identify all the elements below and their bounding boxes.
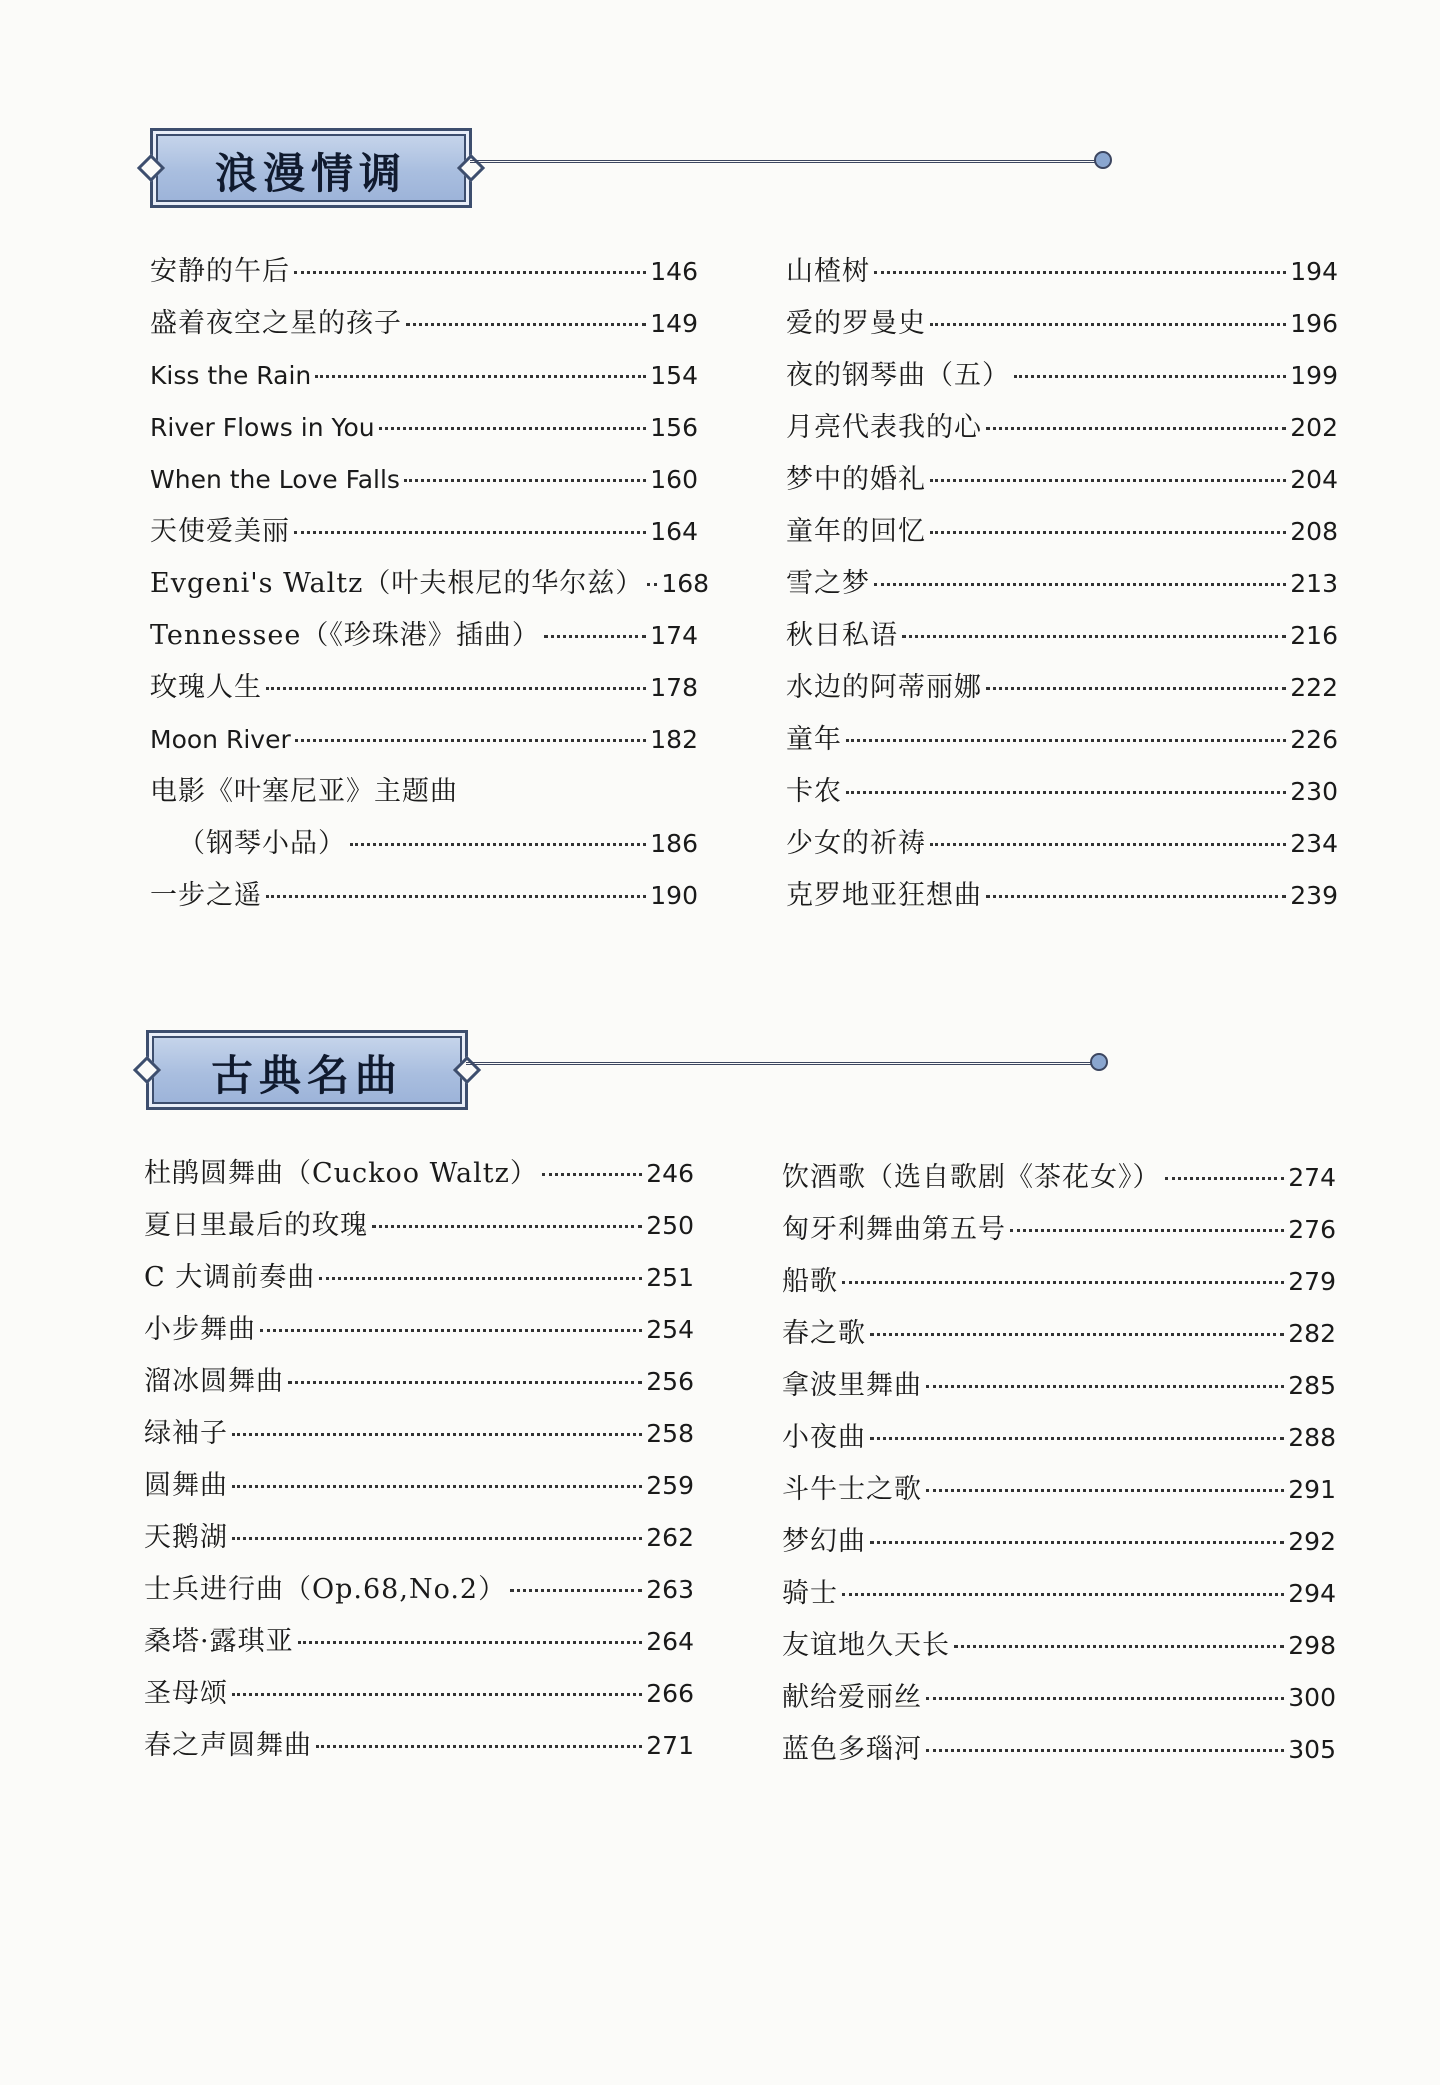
toc-entry [150, 350, 698, 402]
toc-entry [144, 1356, 694, 1408]
entry-title: 梦幻曲 [782, 1526, 866, 1557]
entry-page-number: 271 [646, 1731, 694, 1760]
toc-column-left [144, 1148, 694, 1772]
entry-title: 士兵进行曲（Op.68,No.2） [144, 1574, 507, 1605]
entry-title: 盛着夜空之星的孩子 [150, 308, 402, 339]
toc-entry [786, 714, 1338, 766]
entry-title: Evgeni's Waltz（叶夫根尼的华尔兹） [150, 568, 644, 599]
entry-title: 爱的罗曼史 [786, 308, 926, 339]
entry-title: 拿波里舞曲 [782, 1370, 922, 1401]
entry-title: 秋日私语 [786, 620, 898, 651]
toc-entry [144, 1564, 694, 1616]
toc-entry [144, 1304, 694, 1356]
entry-title: 船歌 [782, 1266, 838, 1297]
entry-title: 一步之遥 [150, 880, 262, 911]
toc-entry [786, 454, 1338, 506]
entry-title: 卡农 [786, 776, 842, 807]
toc-entry [150, 610, 698, 662]
entry-title: 小步舞曲 [144, 1314, 256, 1345]
toc-entry [144, 1148, 694, 1200]
toc-entry [786, 818, 1338, 870]
entry-title: 天鹅湖 [144, 1522, 228, 1553]
entry-title: 圣母颂 [144, 1678, 228, 1709]
entry-page-number: 259 [646, 1471, 694, 1500]
entry-page-number: 239 [1290, 881, 1338, 910]
entry-page-number: 186 [650, 829, 698, 858]
toc-entry [144, 1408, 694, 1460]
toc-entry [144, 1668, 694, 1720]
toc-entry [150, 298, 698, 350]
dot-leader [1014, 375, 1286, 378]
entry-page-number: 164 [650, 517, 698, 546]
rule-end-dot [1094, 151, 1112, 169]
entry-page-number: 285 [1288, 1371, 1336, 1400]
toc-entry [150, 558, 710, 610]
dot-leader [647, 583, 657, 586]
toc-entry [782, 1464, 1336, 1516]
toc-entry [144, 1252, 694, 1304]
entry-title: 绿袖子 [144, 1418, 228, 1449]
entry-title: 童年的回忆 [786, 516, 926, 547]
entry-title: 天使爱美丽 [150, 516, 290, 547]
dot-leader [232, 1433, 642, 1436]
toc-entry [150, 454, 698, 506]
entry-title: River Flows in You [150, 413, 375, 442]
entry-title: When the Love Falls [150, 465, 400, 494]
dot-leader [930, 479, 1286, 482]
entry-title: 月亮代表我的心 [786, 412, 982, 443]
dot-leader [930, 323, 1286, 326]
entry-page-number: 208 [1290, 517, 1338, 546]
entry-title: 夜的钢琴曲（五） [786, 360, 1010, 391]
toc-entry [150, 714, 698, 766]
entry-page-number: 226 [1290, 725, 1338, 754]
dot-leader [846, 791, 1286, 794]
entry-page-number: 262 [646, 1523, 694, 1552]
entry-page-number: 168 [661, 569, 710, 598]
entry-title: 夏日里最后的玫瑰 [144, 1210, 368, 1241]
dot-leader [930, 531, 1286, 534]
entry-title: 玫瑰人生 [150, 672, 262, 703]
section-rule [470, 160, 1096, 163]
section-rule [466, 1062, 1092, 1065]
toc-entry [144, 1512, 694, 1564]
toc-entry [786, 558, 1338, 610]
entry-page-number: 204 [1290, 465, 1338, 494]
toc-column-right [786, 246, 1338, 922]
entry-title: 电影《叶塞尼亚》主题曲 [150, 776, 458, 807]
entry-title: Moon River [150, 725, 291, 754]
entry-title: 春之声圆舞曲 [144, 1730, 312, 1761]
toc-entry [782, 1672, 1336, 1724]
entry-title: 饮酒歌（选自歌剧《茶花女》） [782, 1162, 1161, 1193]
entry-title: 少女的祈祷 [786, 828, 926, 859]
entry-page-number: 291 [1288, 1475, 1336, 1504]
entry-page-number: 251 [646, 1263, 694, 1292]
dot-leader [870, 1437, 1284, 1440]
entry-page-number: 194 [1290, 257, 1338, 286]
entry-title: 匈牙利舞曲第五号 [782, 1214, 1006, 1245]
entry-page-number: 199 [1290, 361, 1338, 390]
toc-entry [150, 870, 698, 922]
toc-entry [144, 1616, 694, 1668]
toc-entry [786, 246, 1338, 298]
toc-entry [782, 1516, 1336, 1568]
dot-leader [544, 635, 646, 638]
toc-entry [782, 1152, 1336, 1204]
entry-page-number: 266 [646, 1679, 694, 1708]
dot-leader [926, 1749, 1284, 1752]
toc-entry [786, 402, 1338, 454]
toc-entry [150, 766, 698, 818]
entry-title: 桑塔·露琪亚 [144, 1626, 294, 1657]
dot-leader [930, 843, 1286, 846]
entry-title: 斗牛士之歌 [782, 1474, 922, 1505]
dot-leader [926, 1385, 1284, 1388]
toc-entry [786, 766, 1338, 818]
entry-page-number: 256 [646, 1367, 694, 1396]
toc-entry [150, 246, 698, 298]
dot-leader [870, 1333, 1284, 1336]
section-title: 浪漫情调 [214, 149, 407, 198]
entry-title: 杜鹃圆舞曲（Cuckoo Waltz） [144, 1158, 538, 1189]
dot-leader [542, 1173, 642, 1176]
toc-entry [150, 662, 698, 714]
dot-leader [926, 1697, 1284, 1700]
entry-page-number: 274 [1288, 1163, 1336, 1192]
dot-leader [372, 1225, 642, 1228]
entry-page-number: 250 [646, 1211, 694, 1240]
entry-page-number: 246 [646, 1159, 694, 1188]
entry-page-number: 282 [1288, 1319, 1336, 1348]
section-banner [150, 128, 472, 208]
dot-leader [294, 531, 646, 534]
dot-leader [379, 427, 647, 430]
entry-title: 骑士 [782, 1578, 838, 1609]
toc-entry [786, 350, 1338, 402]
dot-leader [319, 1277, 642, 1280]
entry-page-number: 182 [650, 725, 698, 754]
dot-leader [842, 1593, 1284, 1596]
entry-title: 献给爱丽丝 [782, 1682, 922, 1713]
dot-leader [986, 427, 1286, 430]
entry-page-number: 216 [1290, 621, 1338, 650]
entry-title: 溜冰圆舞曲 [144, 1366, 284, 1397]
entry-title: C 大调前奏曲 [144, 1262, 316, 1293]
entry-title: 雪之梦 [786, 568, 870, 599]
entry-title: 友谊地久天长 [782, 1630, 950, 1661]
dot-leader [846, 739, 1286, 742]
entry-page-number: 234 [1290, 829, 1338, 858]
dot-leader [232, 1485, 642, 1488]
section-title: 古典名曲 [210, 1051, 403, 1100]
toc-entry [144, 1460, 694, 1512]
toc-entry [782, 1412, 1336, 1464]
entry-title: 蓝色多瑙河 [782, 1734, 922, 1765]
dot-leader [404, 479, 646, 482]
entry-title: 小夜曲 [782, 1422, 866, 1453]
entry-title: 梦中的婚礼 [786, 464, 926, 495]
entry-page-number: 288 [1288, 1423, 1336, 1452]
entry-page-number: 154 [650, 361, 698, 390]
dot-leader [874, 583, 1286, 586]
dot-leader [986, 687, 1286, 690]
toc-column-left [150, 246, 710, 922]
dot-leader [350, 843, 646, 846]
dot-leader [406, 323, 646, 326]
entry-page-number: 149 [650, 309, 698, 338]
dot-leader [870, 1541, 1284, 1544]
dot-leader [874, 271, 1286, 274]
toc-entry [782, 1724, 1336, 1776]
entry-title: 童年 [786, 724, 842, 755]
toc-entry [144, 1200, 694, 1252]
entry-page-number: 230 [1290, 777, 1338, 806]
toc-entry [782, 1204, 1336, 1256]
entry-page-number: 258 [646, 1419, 694, 1448]
entry-title: 春之歌 [782, 1318, 866, 1349]
dot-leader [510, 1589, 642, 1592]
dot-leader [298, 1641, 643, 1644]
dot-leader [986, 895, 1286, 898]
toc-entry [150, 402, 698, 454]
dot-leader [316, 1745, 642, 1748]
toc-entry [786, 870, 1338, 922]
dot-leader [294, 271, 646, 274]
toc-entry [786, 506, 1338, 558]
entry-page-number: 305 [1288, 1735, 1336, 1764]
toc-entry [786, 298, 1338, 350]
dot-leader [1010, 1229, 1284, 1232]
dot-leader [232, 1537, 642, 1540]
entry-page-number: 213 [1290, 569, 1338, 598]
dot-leader [260, 1329, 642, 1332]
toc-entry [782, 1308, 1336, 1360]
dot-leader [954, 1645, 1284, 1648]
entry-page-number: 294 [1288, 1579, 1336, 1608]
toc-entry [150, 818, 698, 870]
entry-title: 水边的阿蒂丽娜 [786, 672, 982, 703]
entry-page-number: 202 [1290, 413, 1338, 442]
entry-page-number: 146 [650, 257, 698, 286]
dot-leader [842, 1281, 1284, 1284]
toc-entry [786, 662, 1338, 714]
toc-column-right [782, 1152, 1336, 1776]
entry-page-number: 178 [650, 673, 698, 702]
entry-page-number: 279 [1288, 1267, 1336, 1296]
entry-page-number: 222 [1290, 673, 1338, 702]
rule-end-dot [1090, 1053, 1108, 1071]
entry-page-number: 156 [650, 413, 698, 442]
entry-page-number: 276 [1288, 1215, 1336, 1244]
toc-entry [782, 1620, 1336, 1672]
toc-entry [782, 1568, 1336, 1620]
dot-leader [1165, 1177, 1285, 1180]
dot-leader [266, 687, 646, 690]
entry-page-number: 160 [650, 465, 698, 494]
dot-leader [288, 1381, 642, 1384]
entry-title: 圆舞曲 [144, 1470, 228, 1501]
dot-leader [232, 1693, 642, 1696]
entry-page-number: 292 [1288, 1527, 1336, 1556]
entry-title: （钢琴小品） [178, 828, 346, 859]
toc-entry [150, 506, 698, 558]
entry-page-number: 254 [646, 1315, 694, 1344]
entry-page-number: 300 [1288, 1683, 1336, 1712]
entry-title: 克罗地亚狂想曲 [786, 880, 982, 911]
toc-entry [786, 610, 1338, 662]
section-banner [146, 1030, 468, 1110]
dot-leader [926, 1489, 1284, 1492]
dot-leader [295, 739, 647, 742]
entry-title: 安静的午后 [150, 256, 290, 287]
entry-title: Kiss the Rain [150, 361, 312, 390]
entry-title: Tennessee（《珍珠港》插曲） [150, 620, 540, 651]
toc-entry [782, 1256, 1336, 1308]
entry-title: 山楂树 [786, 256, 870, 287]
entry-page-number: 263 [646, 1575, 694, 1604]
dot-leader [902, 635, 1286, 638]
toc-entry [782, 1360, 1336, 1412]
entry-page-number: 196 [1290, 309, 1338, 338]
entry-page-number: 264 [646, 1627, 694, 1656]
dot-leader [266, 895, 646, 898]
entry-page-number: 174 [650, 621, 698, 650]
entry-page-number: 190 [650, 881, 698, 910]
entry-page-number: 298 [1288, 1631, 1336, 1660]
toc-entry [144, 1720, 694, 1772]
dot-leader [315, 375, 646, 378]
